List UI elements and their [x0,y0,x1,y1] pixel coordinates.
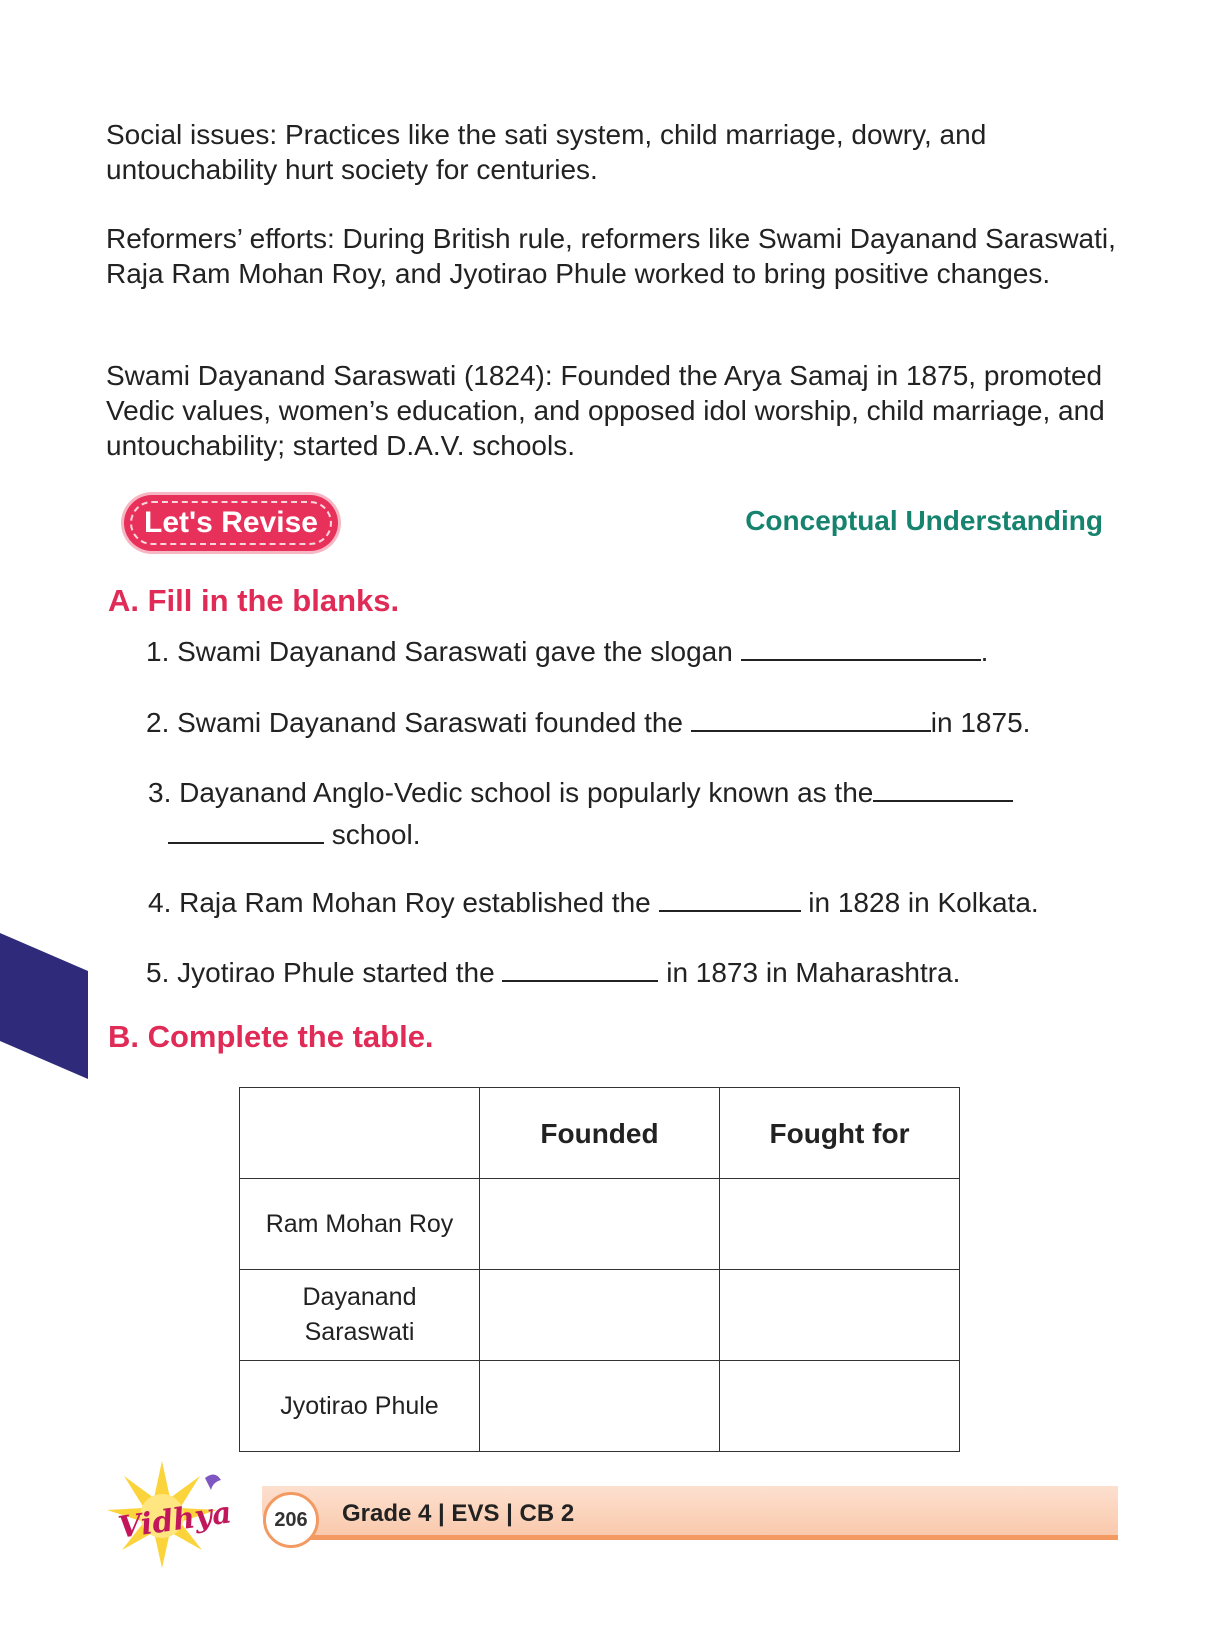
cell-founded-dayanand-saraswati[interactable] [480,1270,720,1361]
paragraph-dayanand: Swami Dayanand Saraswati (1824): Founded the Arya Samaj in 1875, promoted Vedic values, women’s education, and opposed idol worship, child marriage, and untouchability; started D.A.V. schools. [106,360,1105,461]
question-4-end: in 1828 in Kolkata. [808,887,1039,918]
question-3-blank-continued[interactable] [168,816,324,844]
cell-founded-jyotirao-phule[interactable] [480,1361,720,1452]
page-number: 206 [263,1492,319,1548]
cell-founded-ram-mohan-roy[interactable] [480,1179,720,1270]
question-1-end: . [980,636,989,667]
lets-revise-badge [124,495,338,551]
question-2-blank[interactable] [691,704,931,732]
question-1-blank[interactable] [741,633,981,661]
question-4 [148,883,1039,923]
question-2-end: in 1875. [930,707,1031,738]
question-3-blank[interactable] [873,774,1013,802]
table-row [240,1270,960,1361]
cell-fought-for-ram-mohan-roy[interactable] [720,1179,960,1270]
question-5 [146,953,960,993]
paragraph-social-issues: Social issues: Practices like the sati system, child marriage, dowry, and untouchability hurt society for centuries. [106,119,987,185]
reformers-table [239,1087,960,1452]
question-1-text: 1. Swami Dayanand Saraswati gave the slogan [146,636,733,667]
table-header-founded: Founded [480,1088,720,1179]
row-label-jyotirao-phule: Jyotirao Phule [240,1361,480,1452]
vidhya-logo-text: Vidhya [116,1495,234,1546]
question-1 [146,632,988,672]
table-row [240,1179,960,1270]
question-2 [146,703,1030,743]
question-3-continued [168,815,421,855]
section-a-title: A. Fill in the blanks. [108,583,400,618]
question-4-blank[interactable] [659,884,801,912]
question-3-end: school. [331,819,421,850]
table-header-empty [240,1088,480,1179]
table-header-fought-for: Fought for [720,1088,960,1179]
paragraph-reformers: Reformers’ efforts: During British rule, reformers like Swami Dayanand Saraswati, Raja Ram Mohan Roy, and Jyotirao Phule worked to bring positive changes. [106,223,1116,289]
section-b-title: B. Complete the table. [108,1019,434,1054]
lets-revise-label: Let's Revise [144,506,318,539]
side-tab-decoration [0,933,88,1079]
row-label-ram-mohan-roy: Ram Mohan Roy [240,1179,480,1270]
table-row [240,1361,960,1452]
cell-fought-for-jyotirao-phule[interactable] [720,1361,960,1452]
table-header-row [240,1088,960,1179]
question-5-text: 5. Jyotirao Phule started the [146,957,495,988]
row-label-dayanand-saraswati: Dayanand Saraswati [240,1270,480,1361]
question-4-text: 4. Raja Ram Mohan Roy established the [148,887,651,918]
question-5-end: in 1873 in Maharashtra. [666,957,961,988]
question-5-blank[interactable] [502,954,658,982]
cell-fought-for-dayanand-saraswati[interactable] [720,1270,960,1361]
conceptual-understanding-label: Conceptual Understanding [745,505,1103,536]
question-3 [148,773,1013,813]
footer-grade-subject: Grade 4 | EVS | CB 2 [342,1500,575,1527]
question-3-text: 3. Dayanand Anglo-Vedic school is popularly known as the [148,777,874,808]
question-2-text: 2. Swami Dayanand Saraswati founded the [146,707,683,738]
